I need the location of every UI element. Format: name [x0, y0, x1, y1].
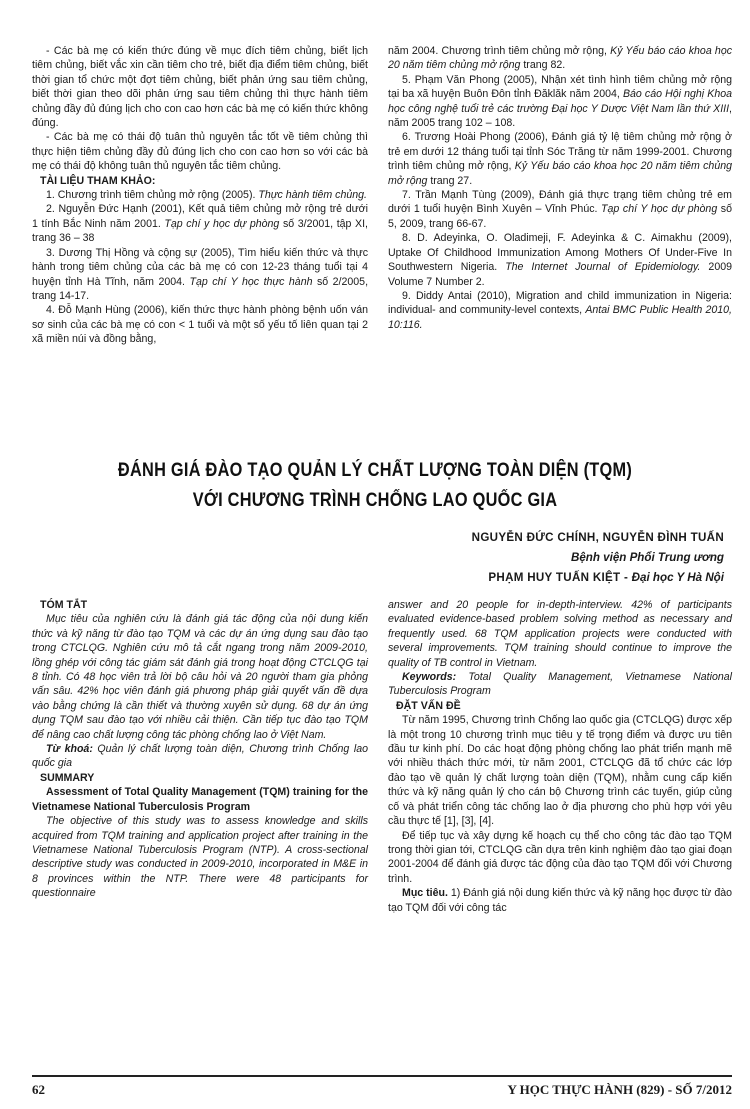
summary-body: The objective of this study was to assess knowledge and skills acquired from TQM training and application project after training in the Vietnamese National Tuberculosis Program (NTP). A cross-sectional descriptive study was conducted in 2009-2010, incorporated in M&E in 8 provinces within the NTP. There were 48 participants for questionnaire — [32, 815, 368, 900]
article-title-line-2: VỚI CHƯƠNG TRÌNH CHỐNG LAO QUỐC GIA — [192, 490, 558, 511]
journal-issue: Y HỌC THỰC HÀNH (829) - SỐ 7/2012 — [507, 1082, 732, 1097]
reference-3: 3. Dương Thị Hồng và cộng sự (2005), Tìm hiểu kiến thức và thực hành trong tiêm chủng của các bà mẹ có con 12-23 tháng tuổi tại 4 huyện tỉnh Hà Tĩnh, năm 2004. Tạp chí Y học thực hành số 2/2005, trang 14-17. — [32, 246, 369, 302]
affiliation-1: Bệnh viện Phổi Trung ương — [570, 551, 724, 564]
keywords-vn: Từ khoá: Quản lý chất lượng toàn diện, Chương trình Chống lao quốc gia — [32, 743, 368, 770]
introduction-heading: ĐẶT VẤN ĐỀ — [396, 699, 461, 712]
authors-line-1: NGUYỄN ĐỨC CHÍNH, NGUYỄN ĐÌNH TUẤN — [471, 531, 724, 544]
summary-body-continued: answer and 20 people for in-depth-interview. 42% of participants evaluated evidence-based problem solving method as necessary and frequently used. 68 TQM application projects were conducted with several improvements. TQM training should continue to improve the quality of TB control in Vietnam. — [388, 599, 732, 669]
page-number: 62 — [32, 1082, 45, 1097]
summary-heading: SUMMARY — [40, 771, 95, 784]
article-right-column — [388, 598, 732, 915]
references-heading: TÀI LIỆU THAM KHẢO: — [40, 174, 156, 187]
reference-4-start: 4. Đỗ Mạnh Hùng (2006), kiến thức thực hành phòng bệnh uốn ván sơ sinh của các bà mẹ có con < 1 tuổi và một số yếu tố liên quan tại 2 xã miền núi và đồng bằng, — [32, 304, 368, 346]
summary-title: Assessment of Total Quality Management (TQM) training for the Vietnamese National Tuberculosis Program — [32, 786, 368, 813]
article-left-column — [32, 598, 368, 901]
introduction-paragraph-2: Để tiếp tục và xây dựng kế hoạch cụ thể cho công tác đào tạo TQM trong thời gian tới, CTCLQG cần dựa trên kinh nghiệm đào tạo giai đoạn 2001-2004 để đánh giá được tác động của đào tạo TQM đối với Chương trình. — [388, 829, 732, 885]
reference-4-end: năm 2004. Chương trình tiêm chủng mở rộng, Kỷ Yếu báo cáo khoa học 20 năm tiêm chủng mở rộng trang 82. — [388, 45, 733, 72]
previous-article-left-column — [32, 44, 368, 347]
footer-divider — [32, 1075, 732, 1077]
introduction-paragraph-1: Từ năm 1995, Chương trình Chống lao quốc gia (CTCLQG) được xếp là một trong 10 chương trình mục tiêu y tế trọng điểm và được ưu tiên đầu tư kinh phí. Do các hoạt động phòng chống lao phát triển mạnh mẽ với nhiều thách thức mới, từ năm 2001, CTCLQG đã tổ chức các lớp đào tạo về quản lý chất lượng toàn diện (TQM), nhằm cung cấp kiến thức và kỹ năng quản lý cho cán bộ Chương trình các tuyến, giúp củng cố và phát triển công tác chống lao ở địa phương cho phù hợp với yêu cầu thực tế [1], [3], [4]. — [388, 714, 732, 828]
reference-5: 5. Phạm Văn Phong (2005), Nhận xét tình hình tiêm chủng mở rộng tại ba xã huyện Buôn Đôn tỉnh Đăklăk năm 2004, Báo cáo Hội nghị Khoa học công nghệ tuổi trẻ các trường Đại học Y Dược Việt Nam lần thứ XIII, năm 2005 trang 102 – 108. — [388, 73, 732, 130]
objectives-paragraph: Mục tiêu. 1) Đánh giá nội dung kiến thức và kỹ năng học được từ đào tạo TQM đối với công tác — [388, 887, 732, 914]
author-block — [304, 528, 724, 588]
reference-6: 6. Trương Hoài Phong (2006), Đánh giá tỷ lệ tiêm chủng mở rộng ở trẻ em dưới 12 tháng tuổi tại tỉnh Sóc Trăng từ năm 1999-2001. Chương trình tiêm chủng mở rộng, Kỷ Yếu báo cáo khoa học 20 năm tiêm chủng mở rộng trang 27. — [388, 131, 732, 187]
conclusion-paragraph-1: - Các bà mẹ có kiến thức đúng về mục đích tiêm chủng, biết lịch tiêm chủng, biết vắc xin cần tiêm cho trẻ, biết địa điểm tiêm chủng, biết thời gian tổ chức một đợt tiêm chủng, biết phản ứng sau tiêm chủng, biết thời gian theo dõi phản ứng sau tiêm chủng thì thực hành tiêm chủng đầy đủ đúng lịch cho con cao hơn các bà mẹ có kiến thức không đúng. — [32, 45, 368, 130]
reference-2: 2. Nguyễn Đức Hạnh (2001), Kết quả tiêm chủng mở rộng trẻ dưới 1 tính Bắc Ninh năm 2001. Tạp chí y học dự phòng số 3/2001, tập XI, trang 36 – 38 — [32, 203, 368, 245]
authors-line-2: PHẠM HUY TUẤN KIỆT - Đại học Y Hà Nội — [488, 571, 724, 584]
reference-1: 1. Chương trình tiêm chủng mở rộng (2005). Thực hành tiêm chủng. — [46, 189, 367, 202]
previous-article-right-column — [388, 44, 732, 332]
keywords-en: Keywords: Total Quality Management, Vietnamese National Tuberculosis Program — [388, 671, 732, 698]
abstract-vn-heading: TÓM TẮT — [40, 599, 88, 611]
article-title-line-1: ĐÁNH GIÁ ĐÀO TẠO QUẢN LÝ CHẤT LƯỢNG TOÀN DIỆN (TQM) — [117, 460, 633, 481]
reference-7: 7. Trần Mạnh Tùng (2009), Đánh giá thực trạng tiêm chủng trẻ em dưới 1 tuổi huyện Bình Xuyên – Vĩnh Phúc. Tạp chí Y học dự phòng số 5, 2009, trang 66-67. — [388, 189, 732, 230]
reference-8: 8. D. Adeyinka, O. Oladimeji, F. Adeyinka & C. Aimakhu (2009), Uptake Of Childhood Immunization Among Mothers Of Under-Five In Southwestern Nigeria. The Internet Journal of Epidemiology. 2009 Volume 7 Number 2. — [388, 232, 732, 288]
abstract-vn-body: Mục tiêu của nghiên cứu là đánh giá tác động của nội dung kiến thức và kỹ năng từ đào tạo TQM và các dự án ứng dụng sau đào tạo trong CTCLQG. Nghiên cứu mô tả cắt ngang trong năm 2009-2010, lồng ghép với công tác giám sát đánh giá trong hoạt động CTCLQG tại 8 tỉnh. Có 48 học viên trả lời bộ câu hỏi và 20 người tham gia phỏng vấn sâu. 42% học viên đánh giá phương pháp giải quyết vấn đề dựa vào bằng chứng là cần thiết và thường xuyên sử dụng. 68 dự án ứng dụng TQM sau đào tạo với nhiều cải thiện. Cần tiếp tục đào tạo TQM để nâng cao chất lượng công tác phòng chống lao ở Việt Nam. — [32, 613, 368, 741]
reference-9: 9. Diddy Antai (2010), Migration and child immunization in Nigeria: individual- and community-level contexts, Antai BMC Public Health 2010, 10:116. — [388, 289, 732, 331]
conclusion-paragraph-2: - Các bà mẹ có thái độ tuân thủ nguyên tắc tốt về tiêm chủng thì thực hiện tiêm chủng đầy đủ đúng lịch cho con cao hơn so với các bà mẹ có thái độ không tuân thủ nguyên tắc tiêm chủng. — [32, 131, 368, 173]
